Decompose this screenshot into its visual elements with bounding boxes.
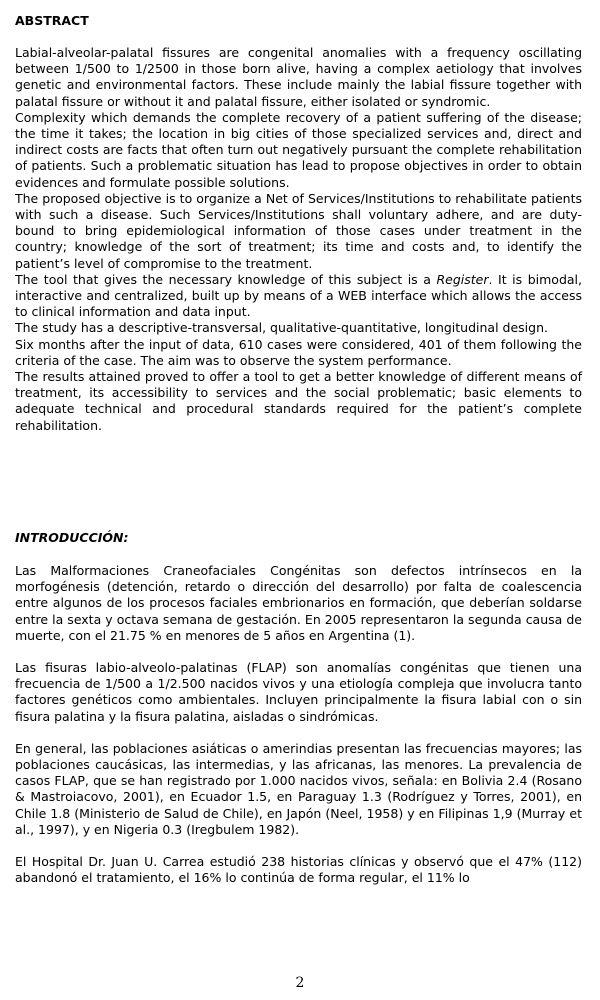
abstract-paragraph: Labial-alveolar-palatal fissures are congenital anomalies with a frequency oscillating between 1/500 to 1/2500 in those born alive, having a complex aetiology that involves genetic and environmental factors. These include mainly the labial fissure together with palatal fissure or without it and palatal fissure, either isolated or syndromic. <box>15 45 582 109</box>
intro-paragraph: Las Malformaciones Craneofaciales Congénitas son defectos intrínsecos en la morfogénesis (detención, retardo o dirección del desarrollo) por falta de coalescencia entre algunos de los procesos faciales embrionarios en formación, que deberían soldarse entre la sexta y octava semana de gestación. En 2005 representaron la segunda causa de muerte, con el 21.75 % en menores de 5 años en Argentina (1). <box>15 563 582 643</box>
page-number: 2 <box>295 975 305 991</box>
abstract-paragraph: Complexity which demands the complete recovery of a patient suffering of the disease; the time it takes; the location in big cities of those specialized services and, direct and indirect costs are facts that often turn out negatively pursuant the complete rehabilitation of patients. Such a problematic situation has lead to propose objectives in order to obtain evidences and formulate possible solutions. <box>15 109 582 190</box>
introduccion-heading: INTRODUCCIÓN: <box>15 530 129 545</box>
register-text-after: . It is bimodal, interactive and centralized, built up by means of a WEB interface which allows the access to clinical information and data input. <box>15 271 582 320</box>
intro-paragraph: Las fisuras labio-alveolo-palatinas (FLAP) son anomalías congénitas que tienen una frecuencia de 1/500 a 1/2.500 nacidos vivos y una etiología compleja que involucra tanto factores genéticos como ambientales. Incluyen principalmente la fisura labial con o sin fisura palatina y la fisura palatina, aisladas o sindrómicas. <box>15 660 582 724</box>
intro-paragraph: El Hospital Dr. Juan U. Carrea estudió 238 historias clínicas y observó que el 47% (112) abandonó el tratamiento, el 16% lo continúa de forma regular, el 11% lo <box>15 854 582 886</box>
abstract-heading: ABSTRACT <box>15 13 89 28</box>
register-italic-term: Register <box>436 271 489 287</box>
register-text-before: The tool that gives the necessary knowledge of this subject is a <box>15 271 437 287</box>
abstract-section <box>15 13 582 434</box>
introduccion-section <box>15 563 582 902</box>
abstract-paragraph-register <box>15 272 582 321</box>
abstract-paragraph: The results attained proved to offer a tool to get a better knowledge of different means of treatment, its accessibility to services and the social problematic; basic elements to adequate technical and procedural standards required for the patient’s complete rehabilitation. <box>15 369 582 433</box>
abstract-paragraph: Six months after the input of data, 610 cases were considered, 401 of them following the criteria of the case. The aim was to observe the system performance. <box>15 336 582 368</box>
intro-paragraph: En general, las poblaciones asiáticas o amerindias presentan las frecuencias mayores; las poblaciones caucásicas, las intermedias, y las africanas, las menores. La prevalencia de casos FLAP, que se han registrado por 1.000 nacidos vivos, señala: en Bolivia 2.4 (Rosano & Mastroiacovo, 2001), en Ecuador 1.5, en Paraguay 1.3 (Rodríguez y Torres, 2001), en Chile 1.8 (Ministerio de Salud de Chile), en Japón (Neel, 1958) y en Filipinas 1,9 (Murray et al., 1997), y en Nigeria 0.3 (Iregbulem 1982). <box>15 740 582 837</box>
abstract-paragraph: The study has a descriptive-transversal, qualitative-quantitative, longitudinal design. <box>15 320 548 336</box>
abstract-paragraph: The proposed objective is to organize a Net of Services/Institutions to rehabilitate patients with such a disease. Such Services/Institutions shall voluntary adhere, and are duty-bound to bring epidemiological information of those cases under treatment in the country; knowledge of the sort of treatment; its time and costs and, to identify the patient’s level of compromise to the treatment. <box>15 190 582 271</box>
